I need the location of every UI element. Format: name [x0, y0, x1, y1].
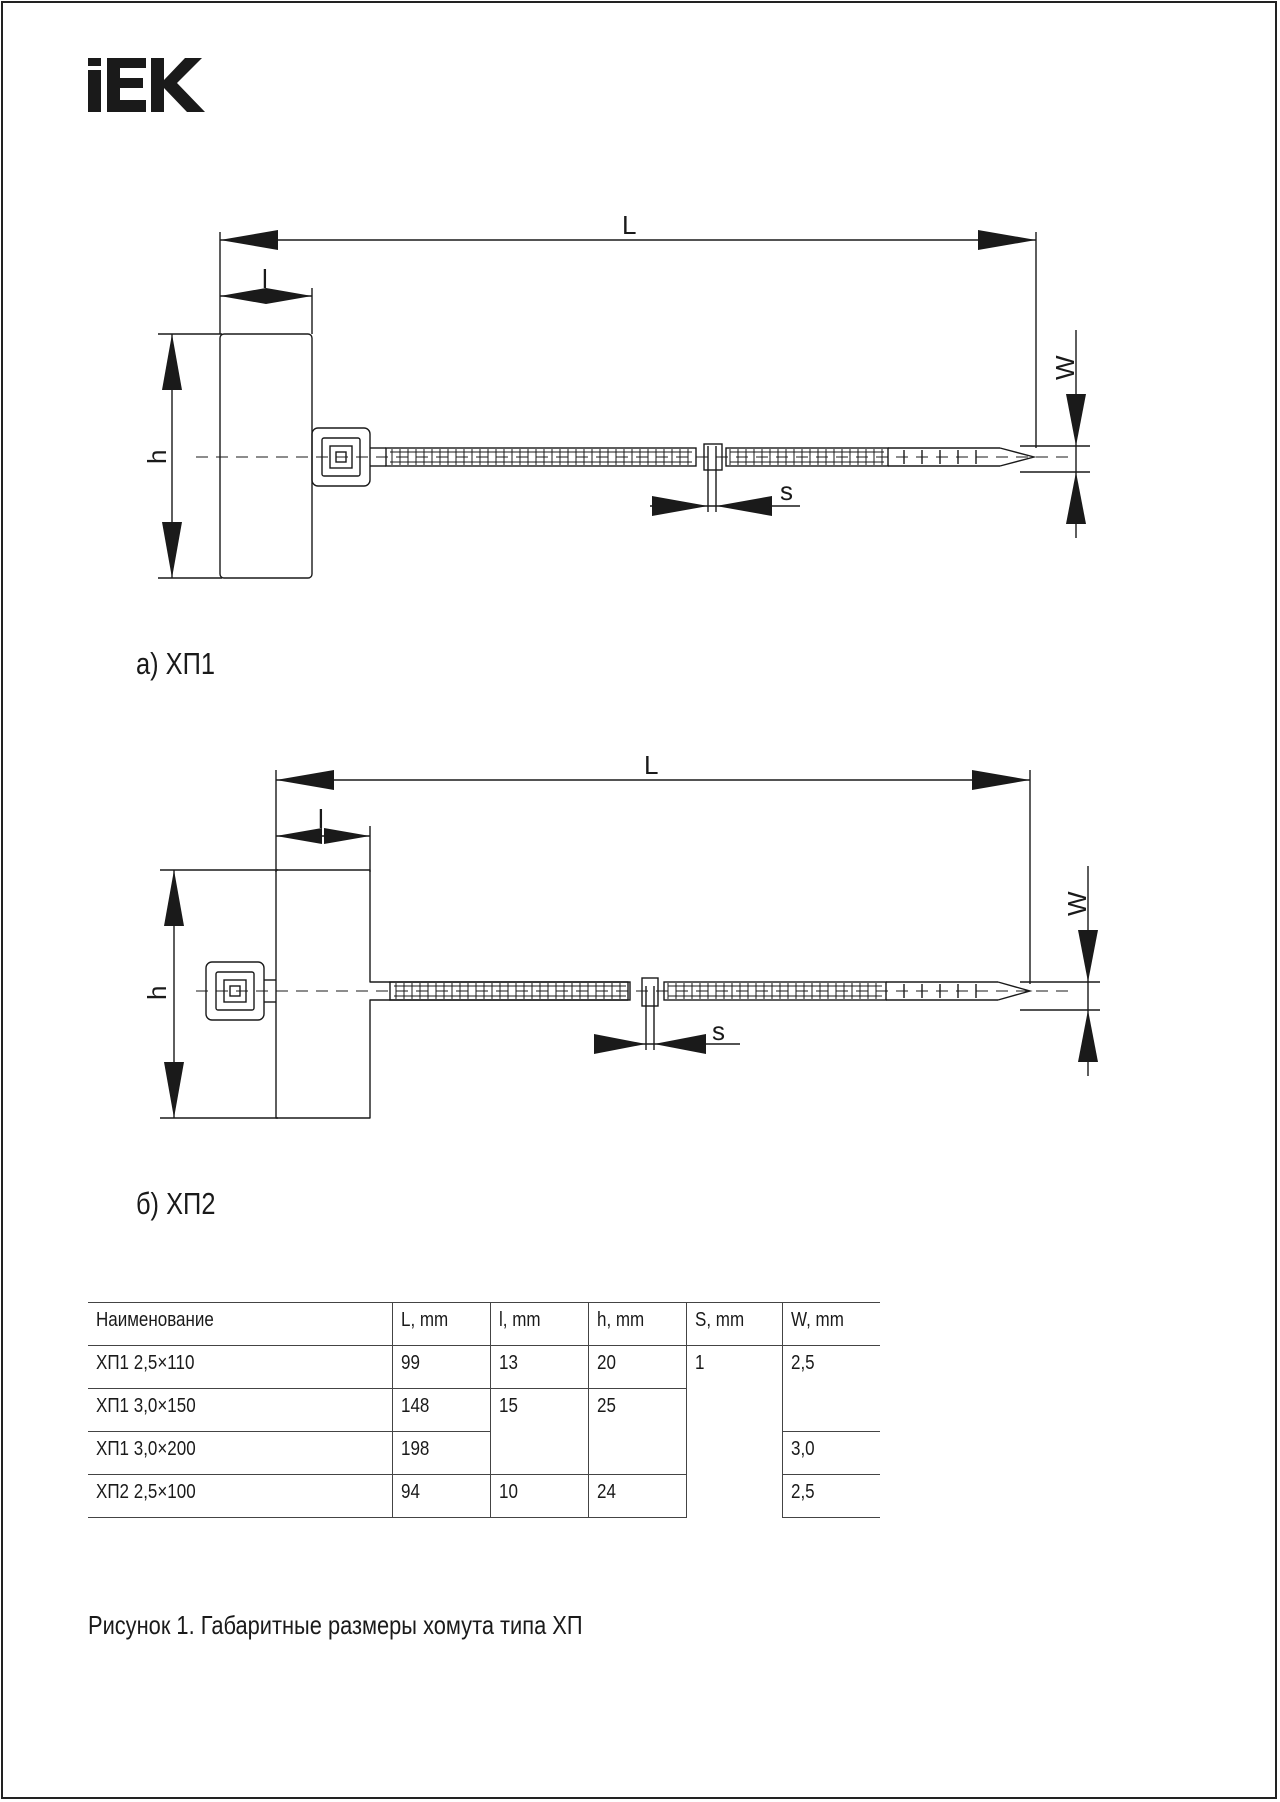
cell-name: ХП2 2,5×100 [88, 1475, 392, 1518]
dim-label-s: s [780, 476, 793, 506]
dim-label-h: h [142, 449, 172, 464]
cell-W: 2,5 [782, 1346, 880, 1389]
table-row [88, 1346, 880, 1389]
cell-L: 99 [392, 1346, 490, 1389]
dim-label-W: W [1050, 355, 1080, 380]
cell-S: 1 [686, 1346, 782, 1518]
header-l: l, mm [490, 1303, 588, 1346]
dim-label-s: s [712, 1016, 725, 1046]
cell-l: 13 [490, 1346, 588, 1389]
cell-h: 20 [588, 1346, 686, 1389]
cell-name: ХП1 3,0×200 [88, 1432, 392, 1475]
table-header-row [88, 1303, 880, 1346]
header-L: L, mm [392, 1303, 490, 1346]
cell-W [782, 1389, 880, 1432]
cell-L: 198 [392, 1432, 490, 1475]
cell-l: 10 [490, 1475, 588, 1518]
header-S: S, mm [686, 1303, 782, 1346]
cell-l: 15 [490, 1389, 588, 1475]
diagram-caption-xp1: а) ХП1 [136, 646, 216, 681]
cell-W: 2,5 [782, 1475, 880, 1518]
dimensions-table [88, 1302, 880, 1518]
cell-W: 3,0 [782, 1432, 880, 1475]
header-h: h, mm [588, 1303, 686, 1346]
dim-label-W: W [1062, 891, 1092, 916]
cell-name: ХП1 2,5×110 [88, 1346, 392, 1389]
dim-label-l: l [262, 264, 268, 294]
dim-label-L: L [644, 750, 659, 780]
cell-h: 24 [588, 1475, 686, 1518]
dim-label-L: L [622, 210, 637, 240]
dim-label-h: h [142, 985, 172, 1000]
cell-name: ХП1 3,0×150 [88, 1389, 392, 1432]
cell-L: 148 [392, 1389, 490, 1432]
dim-label-l: l [318, 804, 324, 834]
figure-caption: Рисунок 1. Габаритные размеры хомута типа ХП [88, 1610, 583, 1640]
header-name: Наименование [88, 1303, 392, 1346]
cell-h: 25 [588, 1389, 686, 1475]
diagram-caption-xp2: б) ХП2 [136, 1186, 216, 1221]
header-W: W, mm [782, 1303, 880, 1346]
cell-L: 94 [392, 1475, 490, 1518]
